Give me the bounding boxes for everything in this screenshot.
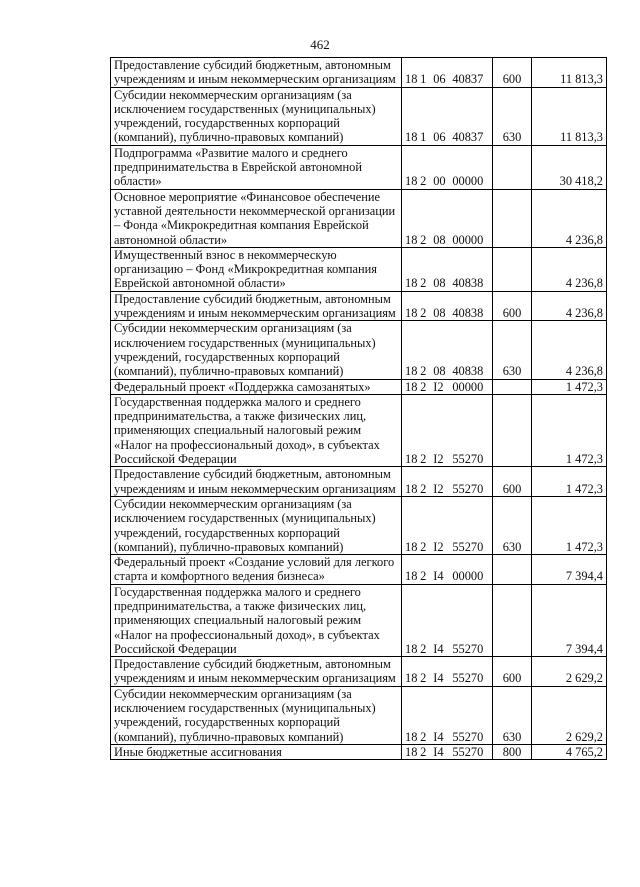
row-name: Субсидии некоммерческим организациям (за исключением государственных (муниципальных) учреждений, государственных корпораций (компаний), публично-правовых компаний) — [111, 87, 402, 145]
row-name: Субсидии некоммерческим организациям (за исключением государственных (муниципальных) учреждений, государственных корпораций (компаний), публично-правовых компаний) — [111, 686, 402, 744]
table-row — [111, 744, 607, 759]
code-part: 40837 — [452, 72, 484, 87]
code-part: 18 — [405, 72, 418, 87]
code-part: 40838 — [452, 364, 484, 379]
code-part: 55270 — [452, 452, 484, 467]
code-part: 55270 — [452, 481, 484, 496]
code-part: 18 — [405, 174, 418, 189]
row-code — [402, 291, 493, 321]
table-row — [111, 686, 607, 744]
code-part: 40837 — [452, 130, 484, 145]
row-code — [402, 394, 493, 466]
row-expense-type: 600 — [493, 58, 532, 88]
code-part: 18 — [405, 481, 418, 496]
table-row — [111, 467, 607, 497]
row-name: Государственная поддержка малого и среднего предпринимательства, а также физических лиц, применяющих специальный налоговый режим «Налог на профессиональный доход», в субъектах Российской Федерации — [111, 394, 402, 466]
code-part: 00000 — [452, 379, 484, 394]
table-row — [111, 58, 607, 88]
row-sum: 2 629,2 — [532, 686, 607, 744]
code-part: 08 — [433, 276, 446, 291]
row-sum: 4 765,2 — [532, 744, 607, 759]
row-sum: 30 418,2 — [532, 145, 607, 189]
row-name: Субсидии некоммерческим организациям (за исключением государственных (муниципальных) учреждений, государственных корпораций (компаний), публично-правовых компаний) — [111, 321, 402, 379]
code-part: 08 — [433, 232, 446, 247]
code-part: 2 — [420, 481, 427, 496]
code-part: 18 — [405, 364, 418, 379]
row-expense-type — [493, 247, 532, 291]
code-part: 18 — [405, 379, 418, 394]
code-part: 55270 — [452, 671, 484, 686]
code-part: 2 — [420, 364, 427, 379]
row-sum: 1 472,3 — [532, 467, 607, 497]
code-part: 18 — [405, 539, 418, 554]
row-expense-type: 630 — [493, 87, 532, 145]
row-name: Государственная поддержка малого и среднего предпринимательства, а также физических лиц, применяющих специальный налоговый режим «Налог на профессиональный доход», в субъектах Российской Федерации — [111, 584, 402, 656]
row-code — [402, 247, 493, 291]
table-row — [111, 87, 607, 145]
row-expense-type: 600 — [493, 467, 532, 497]
code-part: 00000 — [452, 232, 484, 247]
row-sum: 1 472,3 — [532, 394, 607, 466]
table-row — [111, 379, 607, 394]
row-code — [402, 686, 493, 744]
budget-table — [110, 57, 607, 760]
code-part: 18 — [405, 452, 418, 467]
row-name: Подпрограмма «Развитие малого и среднего предпринимательства в Еврейской автономной области» — [111, 145, 402, 189]
code-part: 55270 — [452, 729, 484, 744]
code-part: I4 — [433, 729, 444, 744]
code-part: 06 — [433, 130, 446, 145]
row-sum: 11 813,3 — [532, 87, 607, 145]
row-code — [402, 744, 493, 759]
code-part: 55270 — [452, 744, 484, 759]
row-name: Федеральный проект «Создание условий для легкого старта и комфортного ведения бизнеса» — [111, 555, 402, 585]
code-part: I4 — [433, 671, 444, 686]
code-part: I4 — [433, 744, 444, 759]
row-name: Предоставление субсидий бюджетным, автономным учреждениям и иным некоммерческим организациям — [111, 657, 402, 687]
table-row — [111, 657, 607, 687]
row-code — [402, 584, 493, 656]
row-code — [402, 321, 493, 379]
row-code — [402, 467, 493, 497]
table-row — [111, 321, 607, 379]
table-row — [111, 394, 607, 466]
code-part: 2 — [420, 232, 427, 247]
code-part: 18 — [405, 569, 418, 584]
row-sum: 4 236,8 — [532, 291, 607, 321]
row-name: Иные бюджетные ассигнования — [111, 744, 402, 759]
code-part: 2 — [420, 641, 427, 656]
row-code — [402, 496, 493, 554]
row-expense-type: 800 — [493, 744, 532, 759]
code-part: I4 — [433, 569, 444, 584]
row-name: Федеральный проект «Поддержка самозанятых» — [111, 379, 402, 394]
row-sum: 1 472,3 — [532, 379, 607, 394]
row-name: Основное мероприятие «Финансовое обеспечение уставной деятельности некоммерческой организации – Фонда «Микрокредитная компания Еврейской автономной области» — [111, 189, 402, 247]
code-part: 2 — [420, 174, 427, 189]
code-part: 18 — [405, 276, 418, 291]
code-part: 2 — [420, 452, 427, 467]
code-part: 2 — [420, 729, 427, 744]
code-part: 2 — [420, 539, 427, 554]
code-part: 2 — [420, 379, 427, 394]
row-sum: 11 813,3 — [532, 58, 607, 88]
row-code — [402, 145, 493, 189]
row-expense-type — [493, 394, 532, 466]
code-part: 18 — [405, 671, 418, 686]
code-part: 00000 — [452, 174, 484, 189]
row-expense-type: 630 — [493, 496, 532, 554]
code-part: 55270 — [452, 641, 484, 656]
code-part: 1 — [420, 130, 427, 145]
row-expense-type — [493, 584, 532, 656]
code-part: 06 — [433, 72, 446, 87]
row-expense-type: 600 — [493, 291, 532, 321]
row-sum: 2 629,2 — [532, 657, 607, 687]
page-number: 462 — [310, 37, 330, 52]
table-row — [111, 145, 607, 189]
row-expense-type: 600 — [493, 657, 532, 687]
row-sum: 7 394,4 — [532, 555, 607, 585]
table-row — [111, 189, 607, 247]
row-expense-type — [493, 189, 532, 247]
code-part: 00000 — [452, 569, 484, 584]
row-sum: 4 236,8 — [532, 247, 607, 291]
row-sum: 4 236,8 — [532, 189, 607, 247]
row-code — [402, 87, 493, 145]
row-name: Предоставление субсидий бюджетным, автономным учреждениям и иным некоммерческим организациям — [111, 467, 402, 497]
row-expense-type — [493, 379, 532, 394]
row-expense-type: 630 — [493, 321, 532, 379]
row-sum: 1 472,3 — [532, 496, 607, 554]
code-part: I4 — [433, 641, 444, 656]
code-part: 18 — [405, 641, 418, 656]
code-part: 2 — [420, 306, 427, 321]
row-code — [402, 189, 493, 247]
code-part: I2 — [433, 481, 444, 496]
row-code — [402, 58, 493, 88]
code-part: 18 — [405, 306, 418, 321]
row-code — [402, 657, 493, 687]
code-part: 55270 — [452, 539, 484, 554]
code-part: 08 — [433, 364, 446, 379]
row-sum: 7 394,4 — [532, 584, 607, 656]
code-part: 2 — [420, 569, 427, 584]
row-name: Предоставление субсидий бюджетным, автономным учреждениям и иным некоммерческим организациям — [111, 58, 402, 88]
code-part: 18 — [405, 130, 418, 145]
code-part: I2 — [433, 379, 444, 394]
code-part: 2 — [420, 671, 427, 686]
table-row — [111, 496, 607, 554]
row-expense-type — [493, 555, 532, 585]
row-code — [402, 555, 493, 585]
code-part: 18 — [405, 729, 418, 744]
row-sum: 4 236,8 — [532, 321, 607, 379]
row-name: Субсидии некоммерческим организациям (за исключением государственных (муниципальных) учреждений, государственных корпораций (компаний), публично-правовых компаний) — [111, 496, 402, 554]
table-row — [111, 291, 607, 321]
row-expense-type — [493, 145, 532, 189]
table-row — [111, 555, 607, 585]
row-expense-type: 630 — [493, 686, 532, 744]
code-part: 00 — [433, 174, 446, 189]
code-part: 40838 — [452, 276, 484, 291]
code-part: 40838 — [452, 306, 484, 321]
code-part: 2 — [420, 744, 427, 759]
row-name: Имущественный взнос в некоммерческую организацию – Фонд «Микрокредитная компания Еврейской автономной области» — [111, 247, 402, 291]
code-part: 2 — [420, 276, 427, 291]
code-part: 08 — [433, 306, 446, 321]
code-part: 18 — [405, 744, 418, 759]
table-row — [111, 584, 607, 656]
code-part: 1 — [420, 72, 427, 87]
row-code — [402, 379, 493, 394]
row-name: Предоставление субсидий бюджетным, автономным учреждениям и иным некоммерческим организациям — [111, 291, 402, 321]
table-row — [111, 247, 607, 291]
code-part: 18 — [405, 232, 418, 247]
code-part: I2 — [433, 452, 444, 467]
code-part: I2 — [433, 539, 444, 554]
